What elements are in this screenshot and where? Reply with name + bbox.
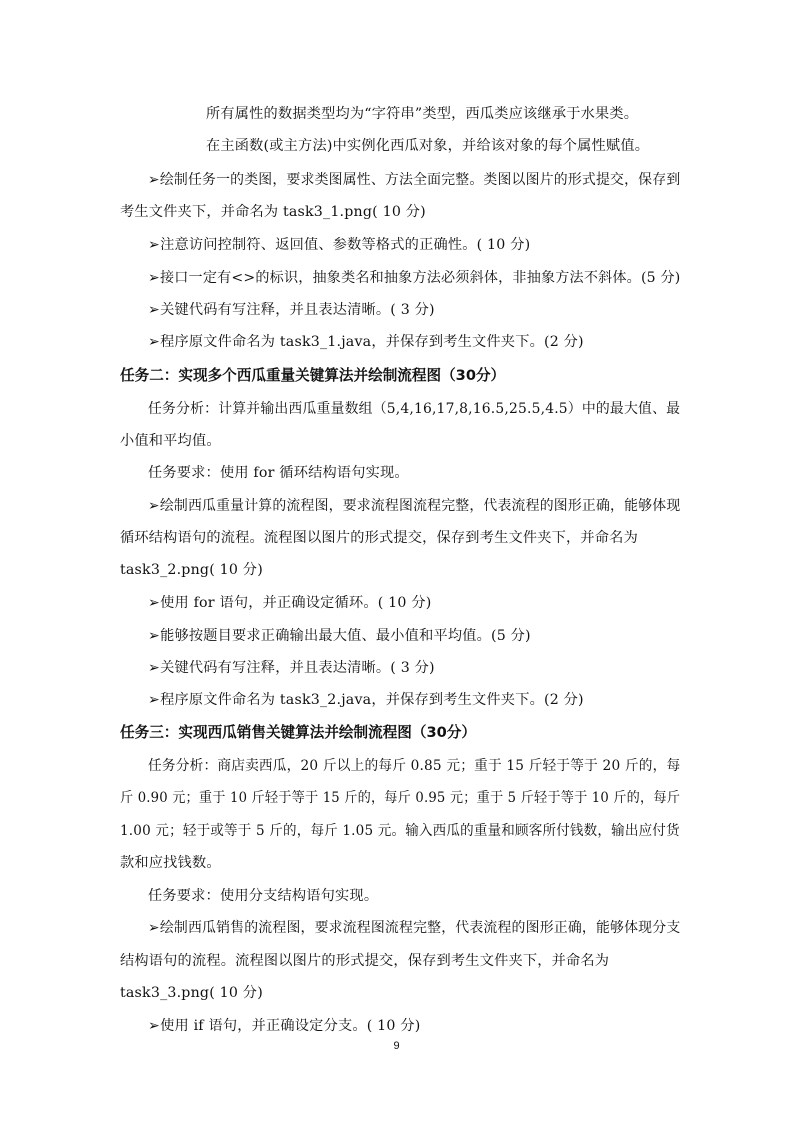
text-line: 1.00 元；轻于或等于 5 斤的，每斤 1.05 元。输入西瓜的重量和顾客所付钱数，输出应付货 [120,823,680,839]
text-line: 小值和平均值。 [120,433,221,449]
text-line: ➢关键代码有写注释，并且表达清晰。( 3 分) [148,660,435,676]
text-line: ➢绘制任务一的类图，要求类图属性、方法全面完整。类图以图片的形式提交，保存到 [148,172,681,188]
text-line: 斤 0.90 元；重于 10 斤轻于等于 15 斤的，每斤 0.95 元；重于 5 斤轻于等于 10 斤的，每斤 [120,790,681,806]
text-line: ➢程序原文件命名为 task3_2.java，并保存到考生文件夹下。(2 分) [148,692,584,708]
text-line: 款和应找钱数。 [120,855,221,871]
text-line: task3_2.png( 10 分) [120,562,263,578]
text-line: 任务分析：商店卖西瓜，20 斤以上的每斤 0.85 元；重于 15 斤轻于等于 20 斤的，每 [148,758,681,774]
text-line: ➢绘制西瓜销售的流程图，要求流程图流程完整，代表流程的图形正确，能够体现分支 [148,920,681,936]
text-line: ➢注意访问控制符、返回值、参数等格式的正确性。( 10 分) [148,237,531,253]
text-line: ➢接口一定有<>的标识，抽象类名和抽象方法必须斜体，非抽象方法不斜体。(5 分) [148,270,681,286]
text-line: ➢使用 if 语句，并正确设定分支。( 10 分) [148,1018,421,1034]
section-heading: 任务三：实现西瓜销售关键算法并绘制流程图（30分） [120,724,476,741]
text-line: 在主函数(或主方法)中实例化西瓜对象，并给该对象的每个属性赋值。 [206,138,650,154]
text-line: ➢关键代码有写注释，并且表达清晰。( 3 分) [148,302,435,318]
text-line: 任务分析：计算并输出西瓜重量数组（5,4,16,17,8,16.5,25.5,4.5）中的最大值、最 [148,401,681,417]
text-line: ➢绘制西瓜重量计算的流程图，要求流程图流程完整，代表流程的图形正确，能够体现 [148,498,681,514]
section-heading: 任务二：实现多个西瓜重量关键算法并绘制流程图（30分） [120,367,506,384]
text-line: 所有属性的数据类型均为“字符串”类型，西瓜类应该继承于水果类。 [206,106,639,122]
text-line: ➢能够按题目要求正确输出最大值、最小值和平均值。(5 分) [148,628,531,644]
text-line: ➢使用 for 语句，并正确设定循环。( 10 分) [148,595,432,611]
text-line: 任务要求：使用分支结构语句实现。 [148,888,379,904]
page-number: 9 [393,1040,400,1052]
text-line: task3_3.png( 10 分) [120,985,263,1001]
text-line: ➢程序原文件命名为 task3_1.java，并保存到考生文件夹下。(2 分) [148,334,584,350]
text-line: 循环结构语句的流程。流程图以图片的形式提交，保存到考生文件夹下，并命名为 [120,530,638,546]
text-line: 任务要求：使用 for 循环结构语句实现。 [148,465,409,481]
text-line: 考生文件夹下，并命名为 task3_1.png( 10 分) [120,204,426,220]
text-line: 结构语句的流程。流程图以图片的形式提交，保存到考生文件夹下，并命名为 [120,953,610,969]
